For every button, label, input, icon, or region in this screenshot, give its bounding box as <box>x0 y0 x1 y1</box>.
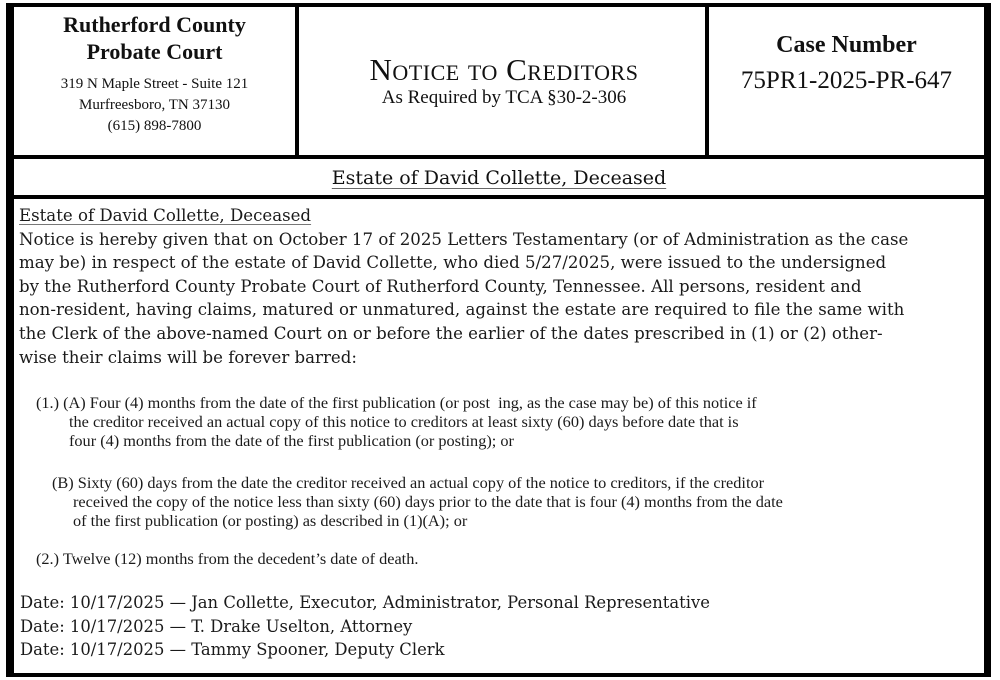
court-name-line1: Rutherford County <box>63 12 246 37</box>
body-line: by the Rutherford County Probate Court of Rutherford County, Tennessee. All persons, resident and <box>19 276 862 296</box>
body-line: Notice is hereby given that on October 17 of 2025 Letters Testamentary (or of Administration as the case <box>19 229 909 249</box>
court-address-line2: Murfreesboro, TN 37130 <box>79 97 230 113</box>
item-1b-line: received the copy of the notice less than sixty (60) days prior to the date that is four (4) months from the date <box>73 492 783 511</box>
item-1a <box>36 393 757 450</box>
item-2 <box>36 549 418 568</box>
body-heading <box>19 204 311 228</box>
body-line: may be) in respect of the estate of David Collette, who died 5/27/2025, were issued to the undersigned <box>19 253 887 273</box>
court-info <box>14 11 295 137</box>
item-1b-line: of the first publication (or posting) as described in (1)(A); or <box>73 511 468 530</box>
signature-line: Date: 10/17/2025 — Jan Collette, Executor, Administrator, Personal Representative <box>20 593 710 612</box>
signature-lines <box>20 591 710 662</box>
item-1a-line: the creditor received an actual copy of this notice to creditors at least sixty (60) days before date that is <box>69 412 739 431</box>
signature-line: Date: 10/17/2025 — T. Drake Uselton, Attorney <box>20 616 413 636</box>
court-phone: (615) 898-7800 <box>107 118 202 134</box>
body-line: the Clerk of the above-named Court on or before the earlier of the dates prescribed in (1) or (2) other- <box>19 323 883 343</box>
notice-title: Notice to Creditors <box>369 52 639 87</box>
header-bottom-rule <box>14 155 984 159</box>
case-info <box>709 31 984 95</box>
body-heading-text: Estate of David Collette, Deceased <box>19 206 312 225</box>
signature-line: Date: 10/17/2025 — Tammy Spooner, Deputy Clerk <box>20 640 445 659</box>
notice-heading <box>299 53 709 109</box>
estate-title: Estate of David Collette, Deceased <box>331 167 667 189</box>
item-1a-line: four (4) months from the date of the first publication (or posting); or <box>69 431 514 450</box>
estate-bottom-rule <box>14 195 984 199</box>
item-1b <box>52 473 783 530</box>
court-address-line1: 319 N Maple Street - Suite 121 <box>60 76 249 92</box>
case-number-label: Case Number <box>776 32 917 58</box>
body-line: wise their claims will be forever barred: <box>19 347 357 367</box>
notice-subtitle: As Required by TCA §30-2-306 <box>381 87 627 108</box>
court-name-line2: Probate Court <box>86 39 223 64</box>
notice-frame <box>6 3 991 677</box>
estate-title-bar <box>14 160 984 196</box>
item-1b-line: (B) Sixty (60) days from the date the creditor received an actual copy of the notice to creditors, if the creditor <box>52 473 765 492</box>
item-2-text: (2.) Twelve (12) months from the decedent’s date of death. <box>36 549 419 568</box>
notice-body <box>19 204 984 369</box>
item-1a-line: (1.) (A) Four (4) months from the date of the first publication (or post ing, as the case may be) of this notice if <box>36 393 757 412</box>
case-number: 75PR1-2025-PR-647 <box>740 67 953 94</box>
body-line: non-resident, having claims, matured or unmatured, against the estate are required to file the same with <box>19 300 905 320</box>
